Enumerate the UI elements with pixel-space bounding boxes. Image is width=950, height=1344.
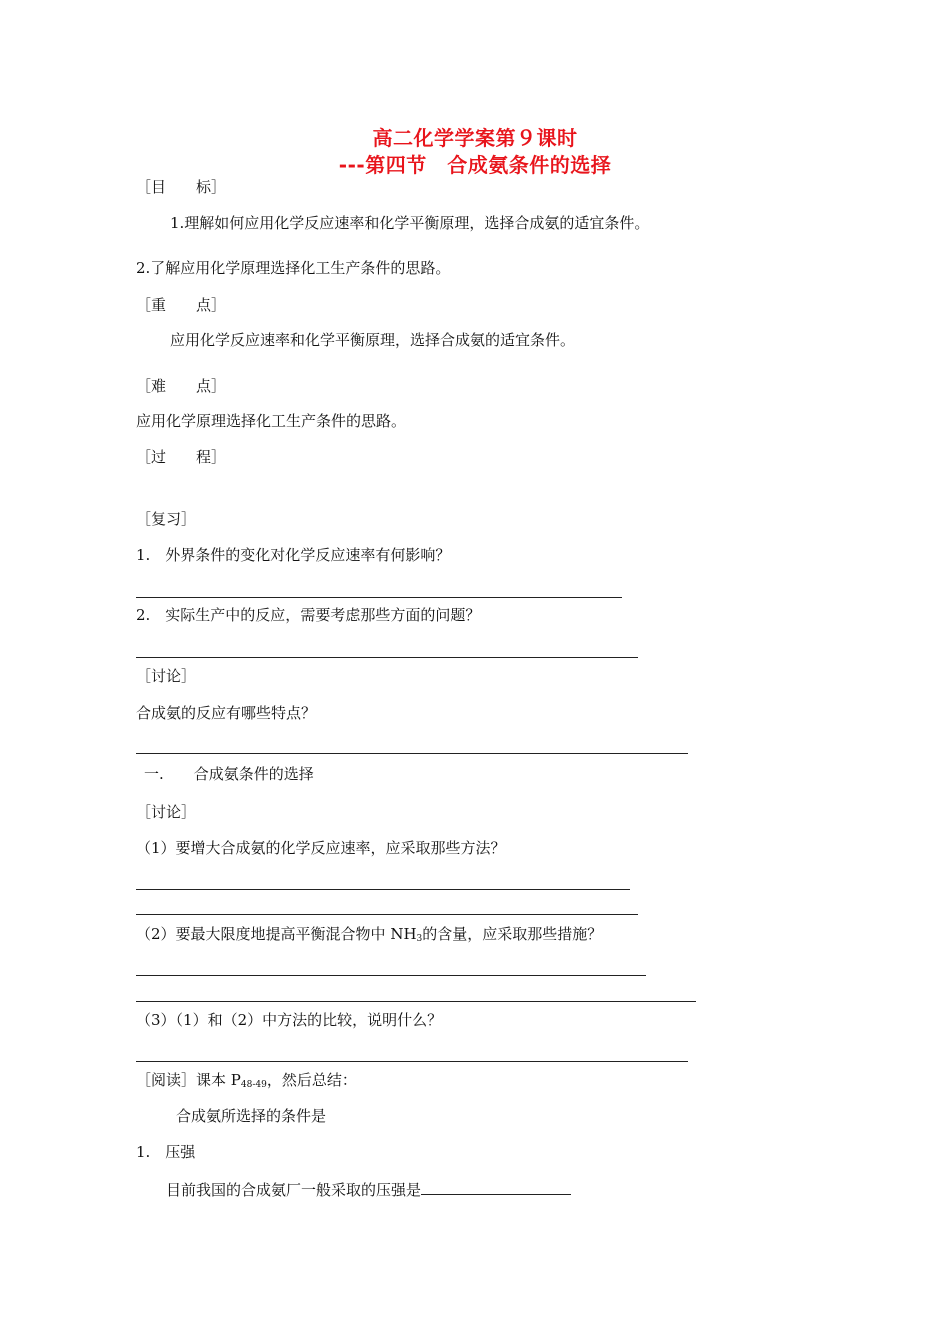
answer-blank-q2-line-2[interactable] (136, 1001, 696, 1002)
question-2-text-end: 的含量，应采取那些措施？ (422, 925, 603, 943)
condition-item-1: 1. 压强 (136, 1143, 196, 1161)
key-point-text: 应用化学反应速率和化学平衡原理，选择合成氨的适宜条件。 (170, 331, 576, 349)
answer-blank-discussion[interactable] (136, 753, 688, 754)
answer-blank-q3[interactable] (136, 1061, 688, 1062)
answer-blank-q2-line-1[interactable] (136, 975, 646, 976)
document-title-line-1: 高二化学学案第９课时 (372, 126, 578, 150)
objectives-heading: ［目 标］ (136, 178, 227, 196)
pressure-question-text: 目前我国的合成氨厂一般采取的压强是 (166, 1181, 422, 1199)
question-2-text-start: （2）要最大限度地提高平衡混合物中 NH (136, 925, 417, 943)
answer-blank-q1-line-2[interactable] (136, 914, 638, 915)
section-one-question-1: （1）要增大合成氨的化学反应速率，应采取那些方法？ (136, 839, 506, 857)
reading-text-end: ，然后总结： (266, 1071, 357, 1089)
reading-page-range: 48-49 (240, 1080, 267, 1090)
objective-1: 1.理解如何应用化学反应速率和化学平衡原理，选择合成氨的适宜条件。 (170, 214, 650, 232)
review-question-2: 2. 实际生产中的反应，需要考虑那些方面的问题？ (136, 606, 481, 624)
section-one-question-3: （3）（1）和（2）中方法的比较，说明什么？ (136, 1011, 443, 1029)
reading-text-start: ［阅读］课本 P (136, 1071, 241, 1089)
pressure-question (166, 1178, 571, 1200)
reading-summary: 合成氨所选择的条件是 (176, 1107, 327, 1125)
section-one-question-2 (136, 924, 602, 949)
answer-blank-review-1[interactable] (136, 597, 622, 598)
review-heading: ［复习］ (136, 510, 197, 528)
difficulty-text: 应用化学原理选择化工生产条件的思路。 (136, 412, 407, 430)
question-2-subscript: 3 (416, 934, 423, 944)
section-one-discussion-heading: ［讨论］ (136, 803, 197, 821)
answer-blank-q1-line-1[interactable] (136, 889, 630, 890)
process-heading: ［过 程］ (136, 448, 227, 466)
review-question-1: 1. 外界条件的变化对化学反应速率有何影响？ (136, 546, 451, 564)
answer-blank-review-2[interactable] (136, 657, 638, 658)
reading-instruction (136, 1070, 357, 1095)
discussion-question: 合成氨的反应有哪些特点？ (136, 704, 317, 722)
section-one-heading: 一. 合成氨条件的选择 (144, 765, 314, 783)
difficulty-heading: ［难 点］ (136, 377, 227, 395)
document-title-line-2: ---第四节 合成氨条件的选择 (338, 153, 612, 177)
answer-blank-pressure[interactable] (421, 1178, 571, 1195)
discussion-heading: ［讨论］ (136, 667, 197, 685)
key-points-heading: ［重 点］ (136, 296, 227, 314)
objective-2: 2.了解应用化学原理选择化工生产条件的思路。 (136, 259, 451, 277)
